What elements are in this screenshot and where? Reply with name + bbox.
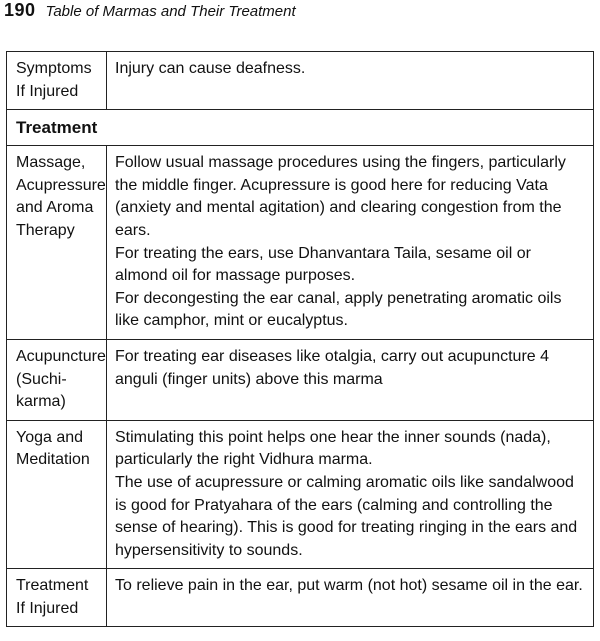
table-row-yoga bbox=[7, 420, 594, 569]
row-content bbox=[107, 146, 594, 340]
row-content bbox=[107, 339, 594, 420]
page-number: 190 bbox=[4, 0, 36, 20]
section-heading: Treatment bbox=[7, 110, 594, 146]
content-paragraph: The use of acupressure or calming aromatic oils like sandalwood is good for Pratyahara of the ears (calming and controlling the sense of hearing). This is good for treating ringing in the ears and hypersensitivity to sounds. bbox=[115, 473, 578, 559]
row-content bbox=[107, 420, 594, 569]
content-paragraph: For decongesting the ear canal, apply penetrating aromatic oils like camphor, mint or eucalyptus. bbox=[115, 289, 562, 330]
content-paragraph: Injury can cause deafness. bbox=[115, 60, 306, 77]
table-row-massage bbox=[7, 146, 594, 340]
table-row-treatment-if-injured bbox=[7, 569, 594, 627]
table-row-symptoms bbox=[7, 52, 594, 110]
label-line: Therapy bbox=[16, 221, 75, 239]
content-paragraph: Follow usual massage procedures using the fingers, particularly the middle finger. Acupressure is good here for reducing Vata (anxiety and mental agitation) and clearing congestion from the ears. bbox=[115, 154, 566, 239]
label-line: Acupuncture bbox=[16, 347, 106, 365]
label-line: Acupressure bbox=[16, 176, 106, 194]
label-line: (Suchi- bbox=[16, 370, 67, 388]
label-line: Symptoms bbox=[16, 60, 92, 77]
label-line: Meditation bbox=[16, 451, 90, 469]
marma-treatment-table bbox=[6, 51, 594, 627]
label-line: and Aroma bbox=[16, 199, 94, 217]
content-paragraph: To relieve pain in the ear, put warm (not hot) sesame oil in the ear. bbox=[115, 577, 583, 595]
page-header bbox=[4, 0, 296, 24]
row-content bbox=[107, 52, 594, 110]
content-paragraph: For treating ear diseases like otalgia, carry out acupuncture 4 anguli (finger units) above this marma bbox=[115, 347, 550, 388]
row-content bbox=[107, 569, 594, 627]
row-label bbox=[7, 52, 107, 110]
running-title: Table of Marmas and Their Treatment bbox=[45, 3, 296, 20]
table-row-acupuncture bbox=[7, 339, 594, 420]
row-label bbox=[7, 339, 107, 420]
label-line: If Injured bbox=[16, 599, 79, 617]
content-paragraph: For treating the ears, use Dhanvantara Taila, sesame oil or almond oil for massage purposes. bbox=[115, 244, 531, 285]
label-line: Massage, bbox=[16, 154, 86, 172]
row-label bbox=[7, 146, 107, 340]
table-row-treatment-heading bbox=[7, 110, 594, 146]
label-line: If Injured bbox=[16, 82, 79, 100]
row-label bbox=[7, 420, 107, 569]
label-line: karma) bbox=[16, 393, 66, 411]
row-label bbox=[7, 569, 107, 627]
content-paragraph: Stimulating this point helps one hear the inner sounds (nada), particularly the right Vidhura marma. bbox=[115, 428, 551, 469]
label-line: Treatment bbox=[16, 577, 89, 595]
label-line: Yoga and bbox=[16, 428, 84, 446]
